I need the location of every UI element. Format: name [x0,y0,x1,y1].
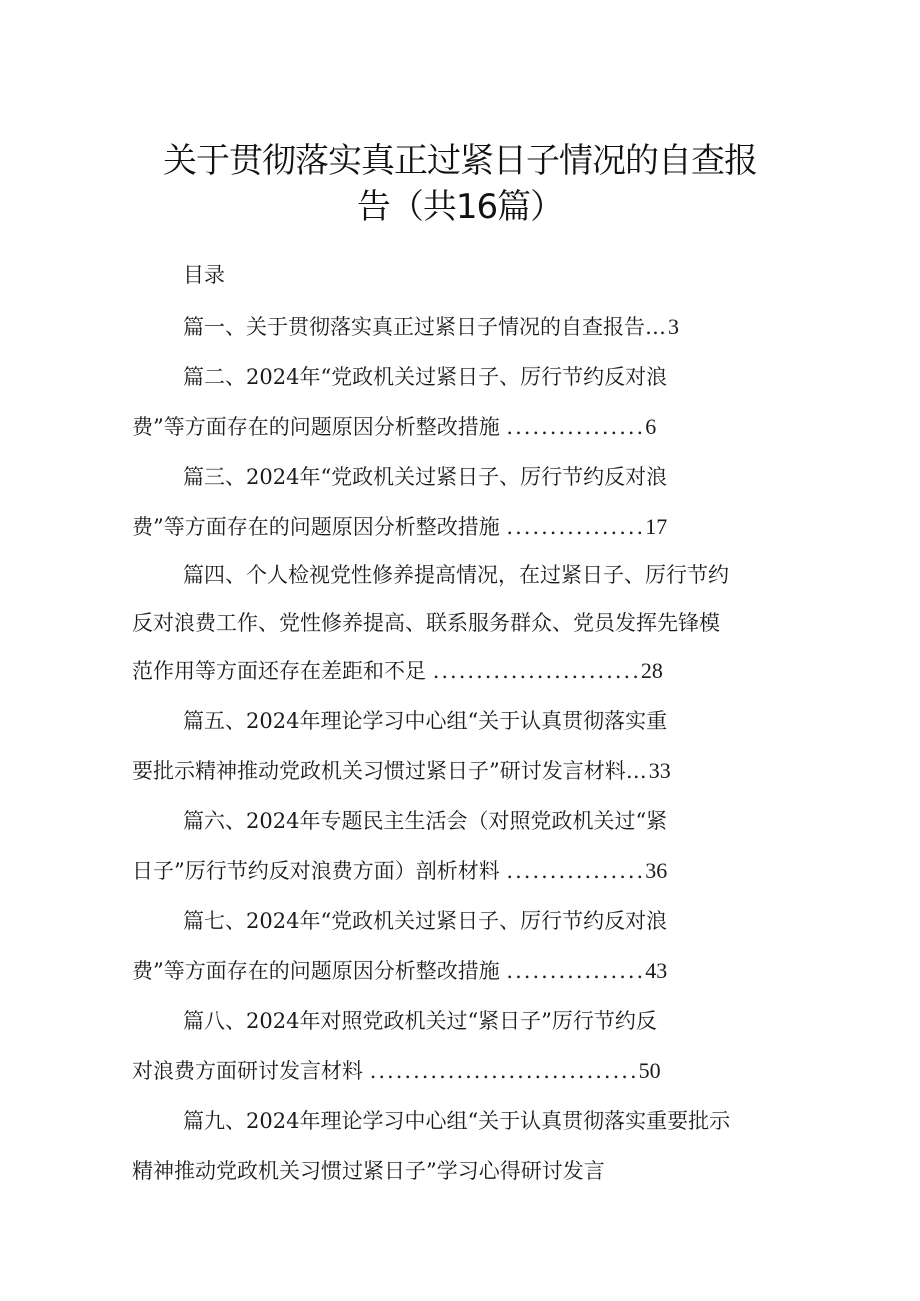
toc-entry-text: 费”等方面存在的问题原因分析整改措施 [132,415,500,439]
toc-page-number: 33 [648,758,671,783]
toc-entry-text: 费”等方面存在的问题原因分析整改措施 [132,515,500,539]
toc-entry-7-line-2[interactable] [132,956,667,986]
toc-entry-text: 对浪费方面研讨发言材料 [132,1059,363,1083]
toc-leader: ................ [506,415,646,439]
toc-entry-text: 日子”厉行节约反对浪费方面）剖析材料 [132,859,500,883]
toc-entry-text: 范作用等方面还存在差距和不足 [132,659,426,683]
toc-page-number: 28 [640,658,663,683]
toc-leader: … [645,315,668,339]
toc-entry-5-line-2[interactable] [132,756,671,786]
toc-heading: 目录 [183,263,225,287]
toc-entry-text: 要批示精神推动党政机关习惯过紧日子”研讨发言材料 [132,759,626,783]
toc-entry-text: 费”等方面存在的问题原因分析整改措施 [132,959,500,983]
toc-entry-1[interactable] [183,312,679,342]
toc-entry-3-line-1[interactable]: 篇三、2024年“党政机关过紧日子、厉行节约反对浪 [183,465,668,489]
toc-page-number: 6 [645,414,657,439]
toc-entry-4-line-1[interactable]: 篇四、个人检视党性修养提高情况，在过紧日子、厉行节约 [183,563,729,587]
document-title [0,138,920,230]
toc-page-number: 3 [668,314,679,339]
toc-entry-8-line-1[interactable]: 篇八、2024年对照党政机关过“紧日子”厉行节约反 [183,1009,657,1033]
toc-entry-2-line-2[interactable] [132,412,656,442]
toc-entry-4-line-3[interactable] [132,656,663,686]
toc-leader: … [625,759,649,783]
toc-page-number: 50 [638,1058,661,1083]
toc-entry-7-line-1[interactable]: 篇七、2024年“党政机关过紧日子、厉行节约反对浪 [183,909,668,933]
toc-page-number: 17 [645,514,668,539]
toc-leader: ................ [506,959,646,983]
toc-entry-5-line-1[interactable]: 篇五、2024年理论学习中心组“关于认真贯彻落实重 [183,709,668,733]
toc-leader: ............................... [369,1059,639,1083]
toc-entry-3-line-2[interactable] [132,512,667,542]
toc-entry-2-line-1[interactable]: 篇二、2024年“党政机关过紧日子、厉行节约反对浪 [183,365,668,389]
toc-entry-4-line-2[interactable]: 反对浪费工作、党性修养提高、联系服务群众、党员发挥先锋模 [132,611,720,635]
toc-page-number: 36 [645,858,668,883]
toc-leader: ................ [506,515,646,539]
toc-entry-1-text: 篇一、关于贯彻落实真正过紧日子情况的自查报告 [183,315,645,339]
title-line-2: 告（共16篇） [356,187,564,227]
toc-leader: ................ [506,859,646,883]
toc-entry-8-line-2[interactable] [132,1056,661,1086]
toc-entry-9-line-1[interactable]: 篇九、2024年理论学习中心组“关于认真贯彻落实重要批示 [183,1109,731,1133]
toc-page-number: 43 [645,958,668,983]
toc-entry-9-line-2[interactable]: 精神推动党政机关习惯过紧日子”学习心得研讨发言 [132,1159,605,1183]
title-line-1: 关于贯彻落实真正过紧日子情况的自查报 [163,141,757,181]
toc-entry-6-line-1[interactable]: 篇六、2024年专题民主生活会（对照党政机关过“紧 [183,809,668,833]
toc-entry-6-line-2[interactable] [132,856,667,886]
toc-leader: ........................ [432,659,641,683]
